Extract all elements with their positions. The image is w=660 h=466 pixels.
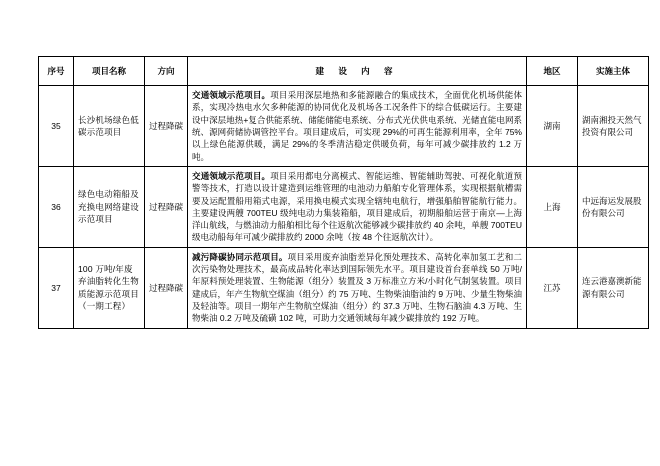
cell-content bbox=[188, 247, 527, 328]
cell-direction: 过程降碳 bbox=[145, 86, 188, 167]
content-lead: 交通领域示范项目。 bbox=[192, 90, 271, 100]
table-header bbox=[39, 57, 649, 86]
table-row bbox=[39, 86, 649, 167]
content-body: 项目采用深层地热和多能源融合的集成技术，全面优化机场供能体系，实现冷热电水欠多种能源的协同优化及机场各工况条件下的综合低碳运行。主要建设中深层地热+复合供能系统、储能储能电系统、分布式光伏供电系统、光储直能电网系统、源网荷储协调管控平台。项目建成后，可实现 29%的可再生能源利用率，全年 75%以上绿色能源供暖，满足 29%的冬季清洁稳定供暖负荷，每年可减少碳排放约 1.2 万吨。 bbox=[192, 90, 522, 162]
content-body: 项目采用废弃油脂差异化预处理技术、高转化率加氢工艺和二次污染物处理技术，最高成品转化率达到国际领先水平。项目建设首台套单线 50 万吨/年原料预处理装置、生物能源（组分）装置及 3 万标准立方米/小时化气制氢装置。项目建成后，年产生物航空煤油（组分）约 75 万吨、生物柴油脂油约 9 万吨、少量生物柴油及轻油等。项目一期年产生物航空煤油（组分）约 37.3 万吨、生物石脑油 4.3 万吨、生物柴油 0.2 万吨及硫磺 102 吨，可助力交通领域每年减少碳排放约 192 万吨。 bbox=[192, 251, 522, 324]
project-table bbox=[38, 56, 649, 329]
header-seq: 序号 bbox=[39, 57, 74, 86]
cell-region: 江苏 bbox=[527, 247, 578, 328]
cell-entity: 湖南湘投天然气投资有限公司 bbox=[578, 86, 649, 167]
content-lead: 减污降碳协同示范项目。 bbox=[192, 251, 288, 262]
header-entity: 实施主体 bbox=[578, 57, 649, 86]
cell-project-name: 长沙机场绿色低碳示范项目 bbox=[74, 86, 145, 167]
cell-entity: 中远海运发展股份有限公司 bbox=[578, 166, 649, 247]
header-content: 建 设 内 容 bbox=[188, 57, 527, 86]
cell-content bbox=[188, 166, 527, 247]
content-lead: 交通领域示范项目。 bbox=[192, 170, 271, 181]
header-region: 地区 bbox=[527, 57, 578, 86]
cell-region: 湖南 bbox=[527, 86, 578, 167]
table-row bbox=[39, 166, 649, 247]
cell-project-name: 100 万吨/年废弃油脂转化生物质能源示范项目（一期工程） bbox=[74, 247, 145, 328]
cell-entity: 连云港嘉澳新能源有限公司 bbox=[578, 247, 649, 328]
header-project-name: 项目名称 bbox=[74, 57, 145, 86]
cell-seq: 36 bbox=[39, 166, 74, 247]
cell-direction: 过程降碳 bbox=[145, 166, 188, 247]
table-row bbox=[39, 247, 649, 328]
cell-direction: 过程降碳 bbox=[145, 247, 188, 328]
cell-region: 上海 bbox=[527, 166, 578, 247]
content-body: 项目采用都电分离模式、智能运维、智能辅助驾驶、可视化航道预警等技术，打造以设计建造到运维管理的电池动力船舶专化管理体系，实现根据航槽需要及运配置船用箱式电源，采用换电模式实现全辖纯电航行，增强船舶智能航行能力。主要建设两艘 700TEU 级纯电动力集装箱船，项目建成后，初期船舶运营于南京—上海洋山航线，与燃油动力船舶相比每个往返航次能够减少碳排放约 40 余吨，单艘 700TEU 级电动船每年可减少碳排放约 2000 余吨（按 48 个往返航次计）。 bbox=[192, 170, 522, 243]
table-body bbox=[39, 86, 649, 329]
cell-seq: 37 bbox=[39, 247, 74, 328]
cell-content bbox=[188, 86, 527, 167]
table-header-row bbox=[39, 57, 649, 86]
cell-project-name: 绿色电动箱船及充换电网络建设示范项目 bbox=[74, 166, 145, 247]
cell-seq: 35 bbox=[39, 86, 74, 167]
header-direction: 方向 bbox=[145, 57, 188, 86]
